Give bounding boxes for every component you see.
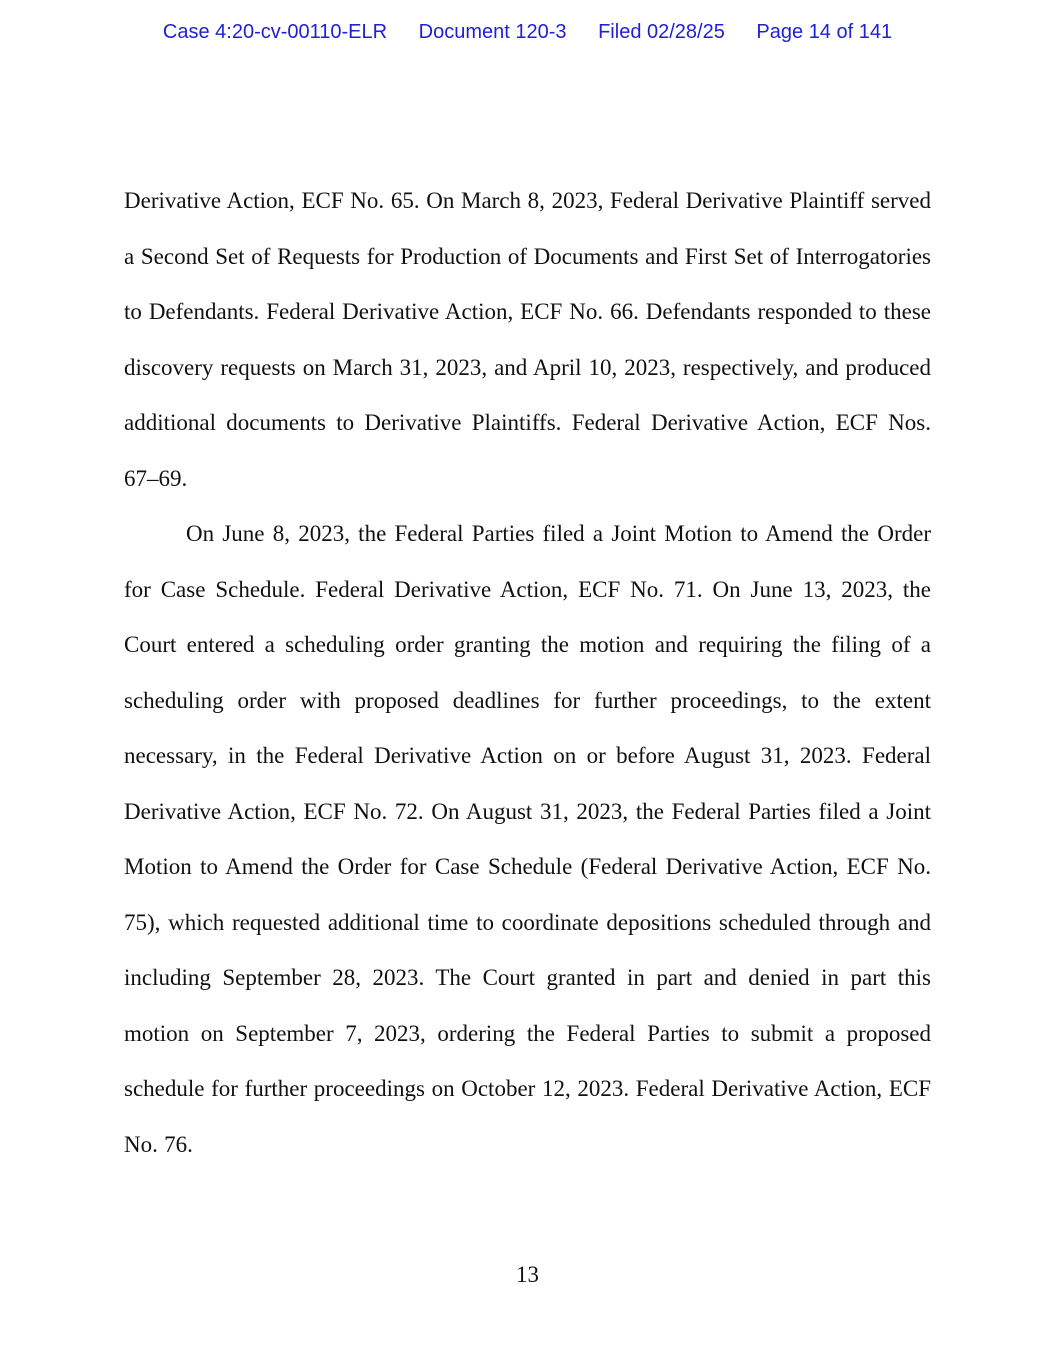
document-body — [124, 173, 931, 1172]
case-number: Case 4:20-cv-00110-ELR — [162, 21, 388, 43]
paragraph: On June 8, 2023, the Federal Parties filed a Joint Motion to Amend the Order for Case Schedule. Federal Derivative Action, ECF No. 71. On June 13, 2023, the Court entered a scheduling order granting the motion and requiring the filing of a scheduling order with proposed deadlines for further proceedings, to the extent necessary, in the Federal Derivative Action on or before August 31, 2023. Federal Derivative Action, ECF No. 72. On August 31, 2023, the Federal Parties filed a Joint Motion to Amend the Order for Case Schedule (Federal Derivative Action, ECF No. 75), which requested additional time to coordinate depositions scheduled through and including September 28, 2023. The Court granted in part and denied in part this motion on September 7, 2023, ordering the Federal Parties to submit a proposed schedule for further proceedings on October 12, 2023. Federal Derivative Action, ECF No. 76. — [124, 521, 931, 1157]
paragraph-continued: Derivative Action, ECF No. 65. On March 8, 2023, Federal Derivative Plaintiff served a Second Set of Requests for Production of Documents and First Set of Interrogatories to Defendants. Federal Derivative Action, ECF No. 66. Defendants responded to these discovery requests on March 31, 2023, and April 10, 2023, respectively, and produced additional documents to Derivative Plaintiffs. Federal Derivative Action, ECF Nos. 67–69. — [124, 188, 931, 491]
page-number: 13 — [516, 1262, 539, 1287]
document-number: Document 120-3 — [418, 21, 567, 43]
court-filing-header — [0, 18, 1055, 46]
page-of-total: Page 14 of 141 — [756, 21, 893, 43]
filed-date: Filed 02/28/25 — [598, 21, 725, 43]
